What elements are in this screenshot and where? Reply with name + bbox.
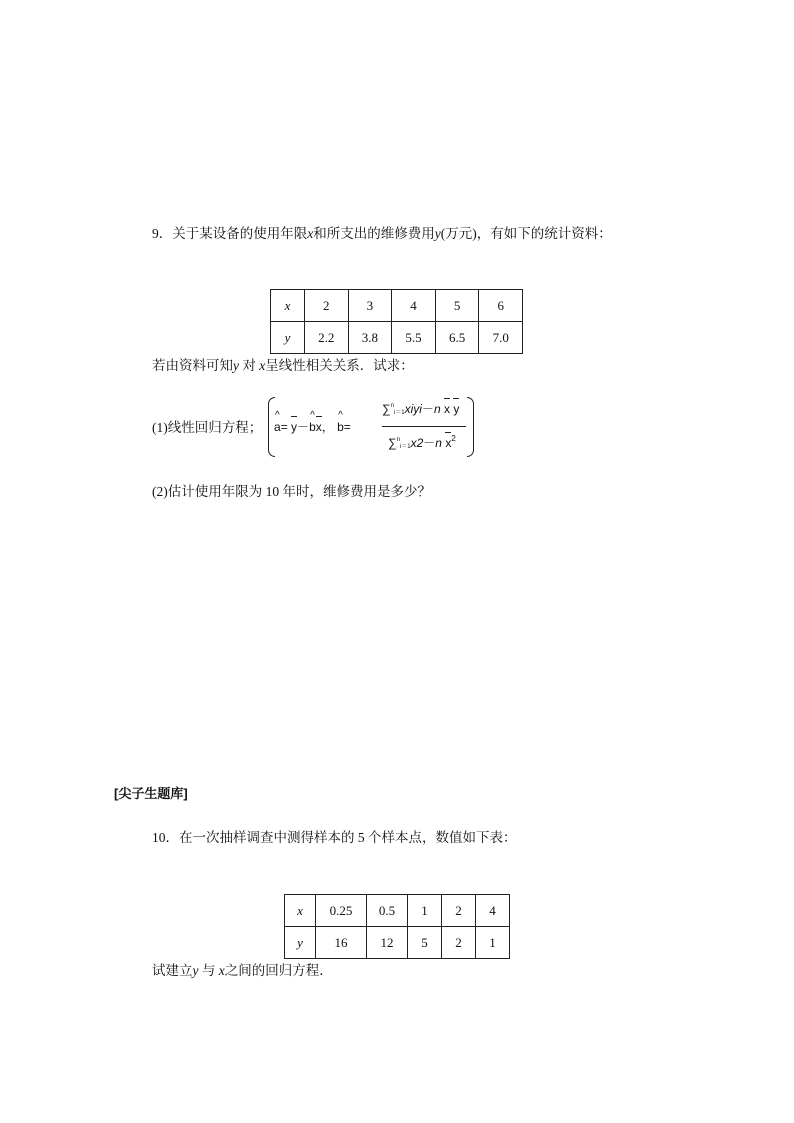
- table-cell: 2: [442, 895, 476, 927]
- q9-intro-a: 关于某设备的使用年限: [172, 226, 308, 241]
- table-cell: 3.8: [348, 322, 392, 354]
- formula-lhs: [274, 418, 351, 435]
- table-cell: 5: [435, 290, 479, 322]
- x-bar: x: [315, 420, 322, 434]
- sum-upper: n: [390, 403, 394, 409]
- q10-task-b: 与: [201, 963, 216, 978]
- q9-data-table: [270, 289, 523, 354]
- minus-sign: －: [297, 420, 310, 434]
- table-cell: 1: [476, 927, 510, 959]
- table-cell: 6: [479, 290, 523, 322]
- den-sum-upper: n: [396, 437, 400, 443]
- formula-denominator: [388, 434, 456, 451]
- y-bar: y: [291, 420, 298, 434]
- den-sigma-symbol: ∑: [388, 436, 397, 450]
- table-cell: y: [285, 927, 316, 959]
- table-cell: 2: [442, 927, 476, 959]
- q10-task-c: 之间的回归方程．: [224, 963, 333, 978]
- fraction-line: [382, 426, 466, 427]
- table-cell: 0.5: [367, 895, 408, 927]
- table-cell: 12: [367, 927, 408, 959]
- num-n: n: [433, 402, 441, 416]
- q9-cond-a: 若由资料可知: [152, 358, 233, 373]
- table-cell: y: [271, 322, 305, 354]
- table-cell: 7.0: [479, 322, 523, 354]
- x2-term: x2: [410, 436, 424, 450]
- q9-condition: [152, 357, 414, 375]
- den-n: n: [435, 436, 442, 450]
- section-title: [尖子生题库]: [114, 786, 188, 801]
- den-sum-lower: i＝1: [399, 444, 411, 450]
- table-cell: 0.25: [316, 895, 367, 927]
- q10-data-table: [284, 894, 510, 959]
- sigma-symbol: ∑: [382, 402, 391, 416]
- q10-task-a: 试建立: [152, 963, 193, 978]
- table-cell: 5: [408, 927, 442, 959]
- q9-cond-y: y: [233, 358, 239, 373]
- comma: ，: [321, 420, 334, 434]
- q9-intro-b: 和所支出的维修费用: [313, 226, 435, 241]
- num-minus: －: [421, 402, 434, 416]
- xy-term: xiyi: [404, 402, 422, 416]
- den-minus: －: [423, 436, 436, 450]
- q10-text: 10．在一次抽样调查中测得样本的 5 个样本点，数值如下表：: [152, 830, 517, 845]
- table-cell: 4: [476, 895, 510, 927]
- q9-cond-b: 对: [242, 358, 256, 373]
- b-hat: ^ b: [309, 420, 316, 434]
- q9-cond-x: x: [259, 358, 266, 373]
- q9-part2: (2)估计使用年限为 10 年时，维修费用是多少？: [152, 484, 431, 499]
- q9-var-x: x: [307, 226, 314, 241]
- table-cell: 3: [348, 290, 392, 322]
- den-square: 2: [451, 434, 456, 443]
- table-row: [271, 322, 523, 354]
- q9-part1: [150, 394, 490, 458]
- table-cell: 2: [305, 290, 349, 322]
- q9-intro-c: (万元)，有如下的统计资料：: [440, 226, 612, 241]
- table-row: [285, 895, 510, 927]
- q10-task-y: y: [192, 963, 199, 978]
- table-cell: 5.5: [392, 322, 436, 354]
- q9-intro: [152, 225, 612, 243]
- table-cell: 4: [392, 290, 436, 322]
- b-hat-2: ^ b: [337, 420, 344, 434]
- q9-number: 9．: [152, 226, 173, 241]
- right-paren: [467, 397, 474, 457]
- sum-lower: i＝1: [393, 410, 405, 416]
- table-row: [285, 927, 510, 959]
- eq-sign-2: =: [343, 420, 351, 434]
- q10-task-x: x: [218, 963, 225, 978]
- q9-cond-c: 呈线性相关关系．试求：: [265, 358, 414, 373]
- q9-part1-label: (1)线性回归方程；: [152, 420, 263, 435]
- num-y-bar: y: [453, 402, 460, 416]
- formula-numerator: [382, 400, 459, 417]
- table-cell: 2.2: [305, 322, 349, 354]
- a-hat: ^ a: [274, 420, 281, 434]
- table-cell: x: [285, 895, 316, 927]
- table-row: [271, 290, 523, 322]
- table-cell: x: [271, 290, 305, 322]
- eq-sign: =: [280, 420, 288, 434]
- den-x-bar: x: [445, 436, 452, 450]
- table-cell: 16: [316, 927, 367, 959]
- table-cell: 1: [408, 895, 442, 927]
- q9-var-y: y: [434, 226, 441, 241]
- num-x-bar: x: [443, 402, 450, 416]
- q10-task: [152, 962, 333, 980]
- table-cell: 6.5: [435, 322, 479, 354]
